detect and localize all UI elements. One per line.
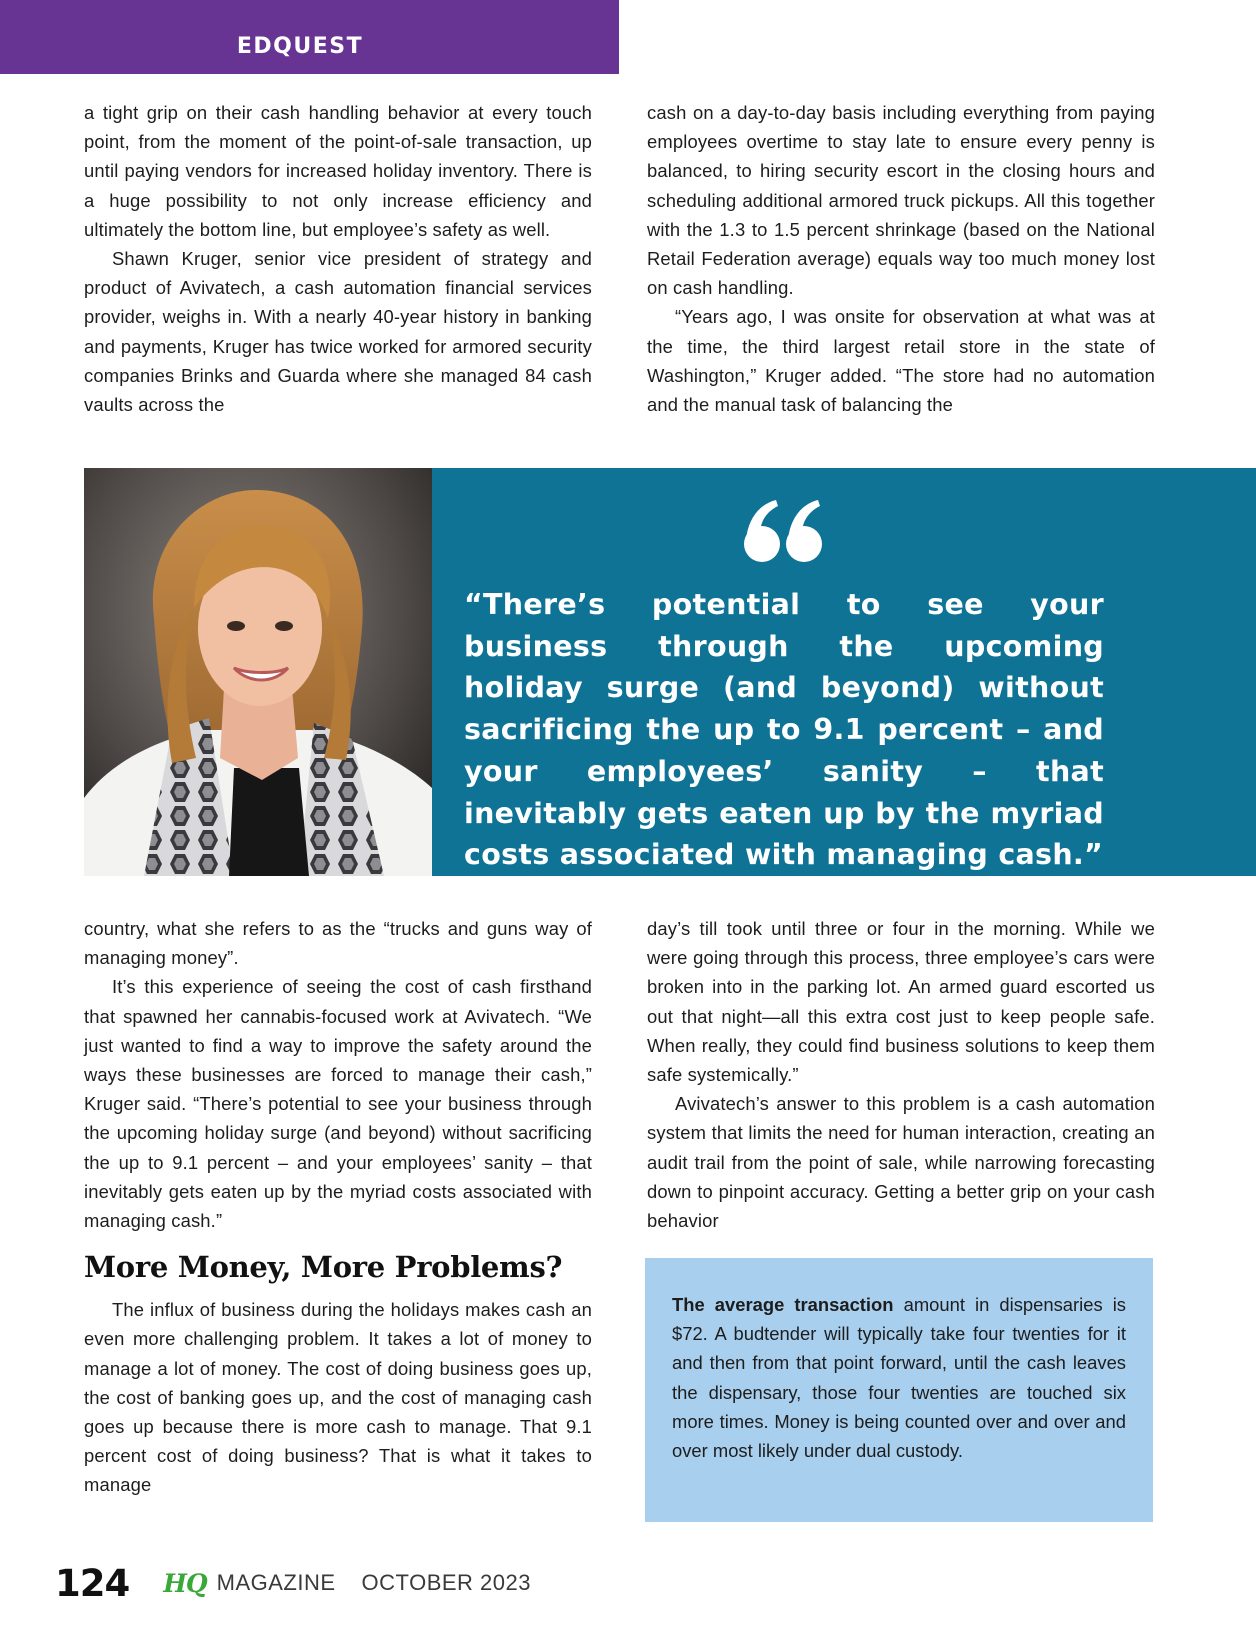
pull-quote-text: “There’s potential to see your business through the upcoming holiday surge (and beyond) without sacrificing the up to 9.1 percent – and your employees’ sanity – that inevitably gets eaten up by the myriad costs associated with managing cash.”: [464, 588, 1104, 872]
hq-logo: HQ: [163, 1568, 207, 1598]
paragraph: day’s till took until three or four in the morning. While we were going through this process, three employee’s cars were broken into in the parking lot. An armed guard escorted us out that night—all this extra cost just to keep people safe. When really, they could find business solutions to keep them safe systemically.”: [647, 918, 1155, 1086]
paragraph: Avivatech’s answer to this problem is a cash automation system that limits the need for human interaction, creating an audit trail from the point of sale, while narrowing forecasting down to pinpoint accuracy. Getting a better grip on your cash behavior: [647, 1093, 1155, 1232]
paragraph: Shawn Kruger, senior vice president of strategy and product of Avivatech, a cash automation financial services provider, weighs in. With a nearly 40-year history in banking and payments, Kruger has twice worked for armored security companies Brinks and Guarda where she managed 84 cash vaults across the: [84, 248, 592, 416]
paragraph: country, what she refers to as the “trucks and guns way of managing money”.: [84, 918, 592, 969]
article-column-bottom-left: [84, 914, 592, 1500]
stat-callout-body: amount in dispensaries is $72. A budtender will typically take four twenties for it and then from that point forward, until the cash leaves the dispensary, those four twenties are touched six more times. Money is being counted over and over and over most likely under dual custody.: [672, 1294, 1127, 1462]
section-label: EDQUEST: [236, 34, 364, 59]
paragraph: “Years ago, I was onsite for observation at what was at the time, the third largest retail store in the state of Washington,” Kruger added. “The store had no automation and the manual task of balancing the: [647, 306, 1155, 416]
quote-mark-icon: [742, 500, 826, 564]
page-footer: [55, 1558, 531, 1608]
stat-callout-box: [645, 1258, 1153, 1522]
article-column-top-left: [84, 98, 592, 419]
stat-callout-text: [672, 1290, 1126, 1465]
stat-callout-lead: The average transaction: [672, 1294, 894, 1315]
article-column-top-right: [647, 98, 1155, 419]
page-number: 124: [55, 1561, 130, 1605]
section-heading: More Money, More Problems?: [84, 1250, 563, 1285]
paragraph: a tight grip on their cash handling behavior at every touch point, from the moment of the point-of-sale transaction, up until paying vendors for increased holiday inventory. There is a huge possibility to not only increase efficiency and ultimately the bottom line, but employee’s safety as well.: [84, 102, 592, 240]
paragraph: cash on a day-to-day basis including everything from paying employees overtime to stay late to ensure every penny is balanced, to hiring security escort in the closing hours and scheduling additional armored truck pickups. All this together with the 1.3 to 1.5 percent shrinkage (based on the National Retail Federation average) equals way too much money lost on cash handling.: [647, 102, 1155, 299]
portrait-photo: [84, 468, 432, 876]
article-column-bottom-right: [647, 914, 1155, 1235]
paragraph: It’s this experience of seeing the cost of cash firsthand that spawned her cannabis-focused work at Avivatech. “We just wanted to find a way to improve the safety around the ways these businesses are forced to manage their cash,” Kruger said. “There’s potential to see your business through the upcoming holiday surge (and beyond) without sacrificing the up to 9.1 percent – and your employees’ sanity – that inevitably gets eaten up by the myriad costs associated with managing cash.”: [84, 976, 592, 1232]
paragraph: The influx of business during the holidays makes cash an even more challenging problem. It takes a lot of money to manage a lot of money. The cost of doing business goes up, the cost of banking goes up, and the cost of managing cash goes up because there is more cash to manage. That 9.1 percent cost of doing business? That is what it takes to manage: [84, 1299, 592, 1496]
issue-date: OCTOBER 2023: [361, 1570, 531, 1595]
magazine-label: MAGAZINE: [216, 1570, 336, 1595]
